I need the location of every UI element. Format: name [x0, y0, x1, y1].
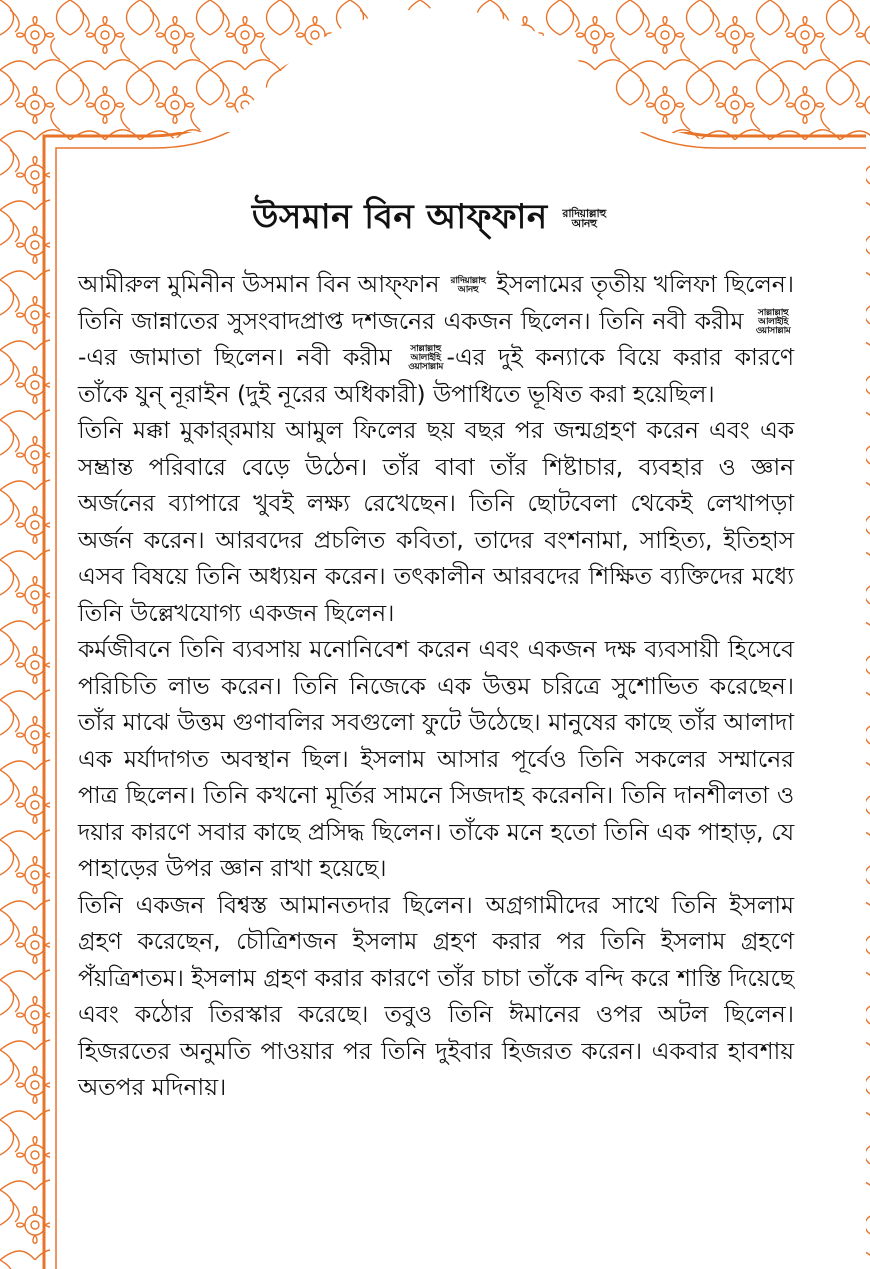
p1-part-c: -এর জামাতা ছিলেন। নবী করীম — [78, 344, 392, 372]
p1-part-b: ইসলামের তৃতীয় খলিফা ছিলেন। তিনি জান্নাতের সুসংবাদপ্রাপ্ত দশজনের একজন ছিলেন। তিনি নবী করীম — [78, 271, 794, 335]
article — [66, 195, 794, 1107]
page-title — [66, 195, 794, 239]
paragraph-2: তিনি মক্কা মুকার্‌রমায় আমুল ফিলের ছয় বছর পর জন্মগ্রহণ করেন এবং এক সম্ভ্রান্ত পরিবারে বেড়ে উঠেন। তাঁর বাবা তাঁর শিষ্টাচার, ব্যবহার ও জ্ঞান অর্জনের ব্যাপারে খুবই লক্ষ্য রেখেছেন। তিনি ছোটবেলা থেকেই লেখাপড়া অর্জন করেন। আরবদের প্রচলিত কবিতা, তাদের বংশনামা, সাহিত্য, ইতিহাস এসব বিষয়ে তিনি অধ্যয়ন করেন। তৎকালীন আরবদের শিক্ষিত ব্যক্তিদের মধ্যে তিনি উল্লেখযোগ্য একজন ছিলেন। — [78, 417, 794, 627]
honorific-sallallahu: সাল্লাল্লাহু আলাইহি ওয়াসাল্লাম — [408, 344, 443, 373]
honorific-sallallahu: সাল্লাল্লাহু আলাইহি ওয়াসাল্লাম — [755, 307, 791, 336]
honorific-radiallahu: রাদিয়াল্লাহু আনহু — [562, 206, 606, 230]
honorific-radiallahu: রাদিয়াল্লাহু আনহু — [450, 275, 486, 295]
paragraph-1 — [66, 267, 794, 413]
p1-part-a: আমীরুল মুমিনীন উসমান বিন আফ্‌ফান — [78, 271, 440, 299]
title-text: উসমান বিন আফ্‌ফান — [251, 197, 548, 237]
paragraph-3: কর্মজীবনে তিনি ব্যবসায় মনোনিবেশ করেন এবং একজন দক্ষ ব্যবসায়ী হিসেবে পরিচিতি লাভ করেন। তিনি নিজেকে এক উত্তম চরিত্রে সুশোভিত করেছেন। তাঁর মাঝে উত্তম গুণাবলির সবগুলো ফুটে উঠেছে। মানুষের কাছে তাঁর আলাদা এক মর্যাদাগত অবস্থান ছিল। ইসলাম আসার পূর্বেও তিনি সকলের সম্মানের পাত্র ছিলেন। তিনি কখনো মূর্তির সামনে সিজদাহ করেননি। তিনি দানশীলতা ও দয়ার কারণে সবার কাছে প্রসিদ্ধ ছিলেন। তাঁকে মনে হতো তিনি এক পাহাড়, যে পাহাড়ের উপর জ্ঞান রাখা হয়েছে। — [78, 636, 794, 883]
p1-part-d: -এর দুই কন্যাকে বিয়ে করার কারণে তাঁকে যুন্ নূরাইন (দুই নূরের অধিকারী) উপাধিতে ভূষিত করা হয়েছিল। — [78, 344, 794, 408]
paragraph-4: তিনি একজন বিশ্বস্ত আমানতদার ছিলেন। অগ্রগামীদের সাথে তিনি ইসলাম গ্রহণ করেছেন, চৌত্রিশজন ইসলাম গ্রহণ করার পর তিনি ইসলাম গ্রহণে পঁয়ত্রিশতম। ইসলাম গ্রহণ করার কারণে তাঁর চাচা তাঁকে বন্দি করে শাস্তি দিয়েছে এবং কঠোর তিরস্কার করেছে। তবুও তিনি ঈমানের ওপর অটল ছিলেন। হিজরতের অনুমতি পাওয়ার পর তিনি দুইবার হিজরত করেন। একবার হাবশায় অতপর মদিনায়। — [78, 891, 794, 1102]
